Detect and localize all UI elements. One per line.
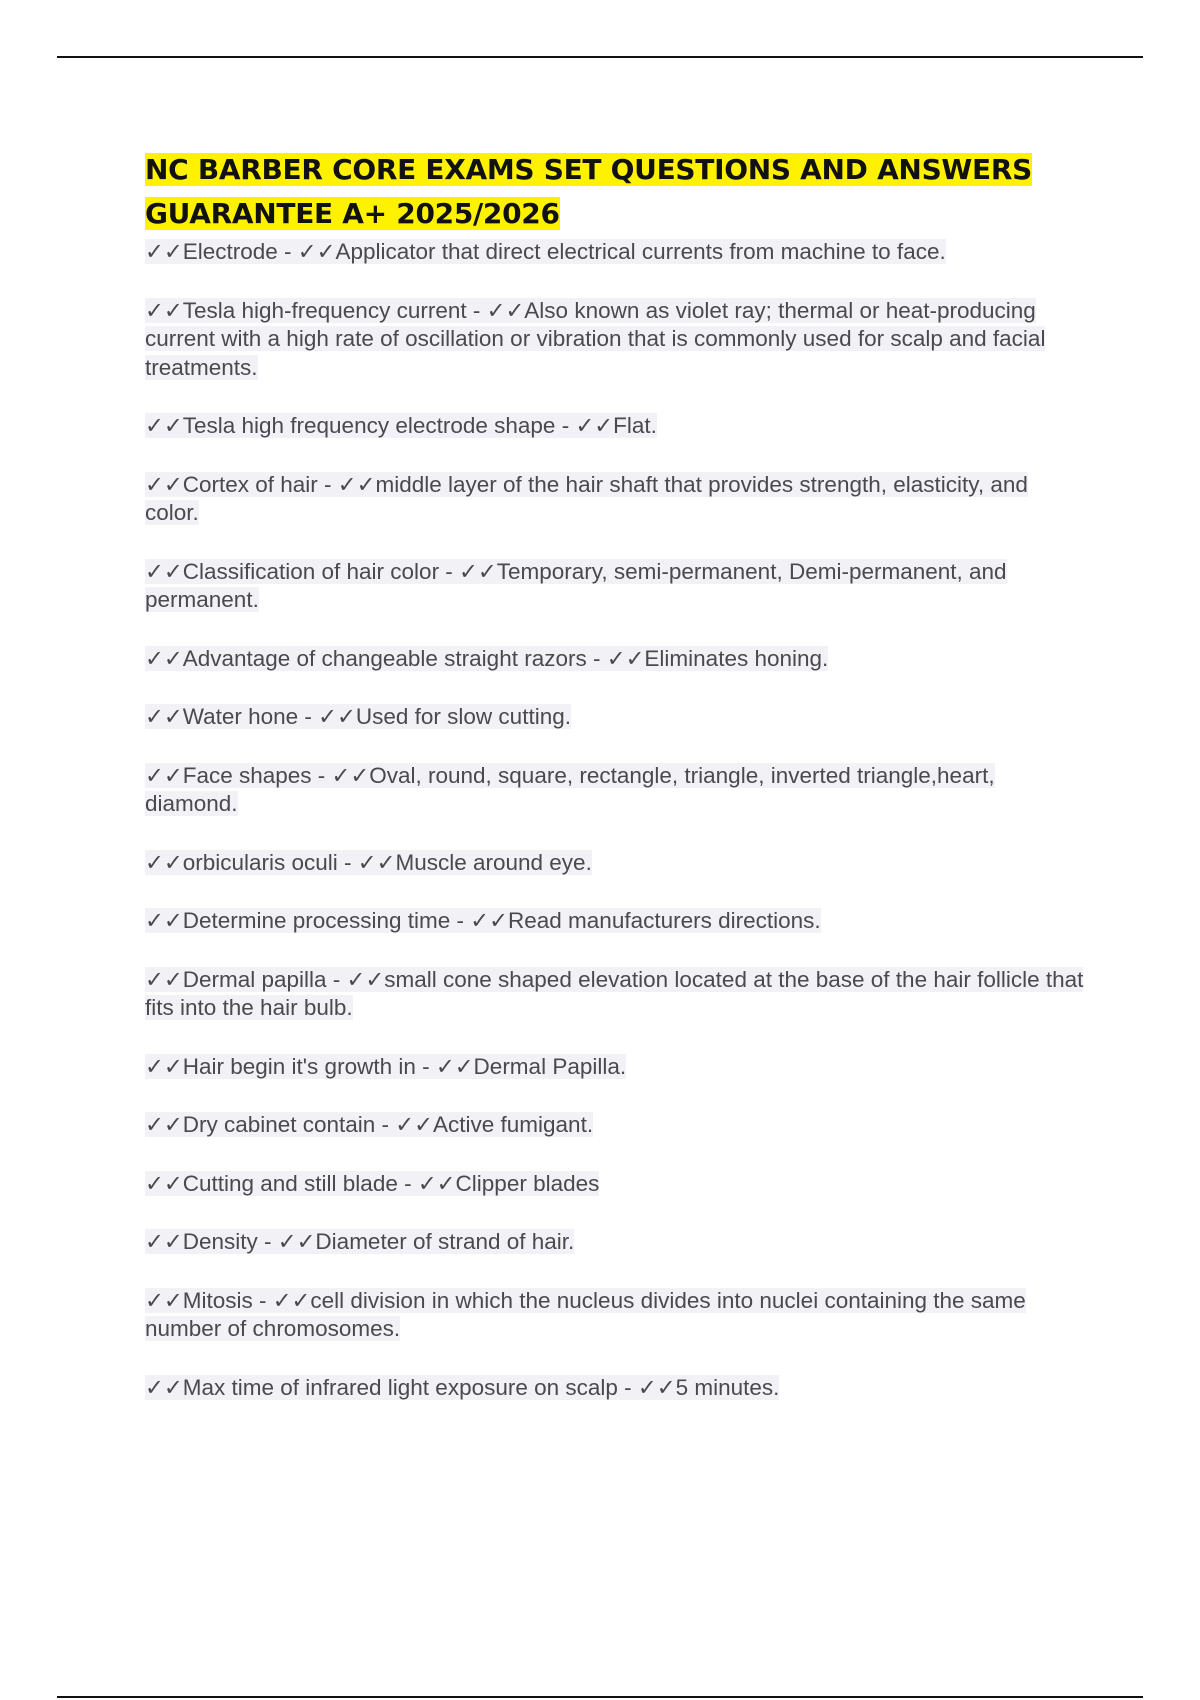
qa-item-text: ✓✓orbicularis oculi - ✓✓Muscle around eye. xyxy=(145,849,592,875)
qa-item-text: ✓✓Water hone - ✓✓Used for slow cutting. xyxy=(145,704,571,729)
qa-item xyxy=(145,1170,1085,1199)
document-title-text: NC BARBER CORE EXAMS SET QUESTIONS AND ANSWERS GUARANTEE A+ 2025/2026 xyxy=(145,153,1032,230)
qa-item xyxy=(145,1111,1085,1140)
footer-rule xyxy=(57,1696,1143,1698)
qa-item-text: ✓✓Cortex of hair - ✓✓middle layer of the hair shaft that provides strength, elasticity, and color. xyxy=(145,471,1028,525)
qa-item-text: ✓✓Dermal papilla - ✓✓small cone shaped elevation located at the base of the hair follicle that fits into the hair bulb. xyxy=(145,966,1084,1020)
qa-item-text: ✓✓Cutting and still blade - ✓✓Clipper blades xyxy=(145,1170,600,1196)
qa-item-text: ✓✓Tesla high frequency electrode shape - ✓✓Flat. xyxy=(145,413,657,438)
qa-item-text: ✓✓Dry cabinet contain - ✓✓Active fumigant. xyxy=(145,1112,594,1137)
qa-item-text: ✓✓Max time of infrared light exposure on scalp - ✓✓5 minutes. xyxy=(145,1374,780,1400)
qa-item xyxy=(145,1228,1085,1257)
qa-item-text: ✓✓Electrode - ✓✓Applicator that direct electrical currents from machine to face. xyxy=(145,239,946,264)
document-title xyxy=(145,148,1085,236)
qa-item xyxy=(145,1287,1085,1344)
qa-list xyxy=(145,238,1085,1402)
qa-item xyxy=(145,966,1085,1023)
qa-item xyxy=(145,558,1085,615)
header-rule xyxy=(57,56,1143,58)
qa-item xyxy=(145,762,1085,819)
qa-item-text: ✓✓Hair begin it's growth in - ✓✓Dermal Papilla. xyxy=(145,1053,627,1079)
qa-item-text: ✓✓Tesla high-frequency current - ✓✓Also known as violet ray; thermal or heat-producing current with a high rate of oscillation or vibration that is commonly used for scalp and facial treatments. xyxy=(145,297,1046,380)
qa-item-text: ✓✓Advantage of changeable straight razors - ✓✓Eliminates honing. xyxy=(145,645,829,671)
qa-item xyxy=(145,849,1085,878)
qa-item-text: ✓✓Determine processing time - ✓✓Read manufacturers directions. xyxy=(145,908,821,933)
qa-item xyxy=(145,297,1085,383)
qa-item xyxy=(145,238,1085,267)
qa-item xyxy=(145,1374,1085,1403)
qa-item-text: ✓✓Classification of hair color - ✓✓Temporary, semi-permanent, Demi-permanent, and permanent. xyxy=(145,558,1007,612)
qa-item xyxy=(145,907,1085,936)
qa-item-text: ✓✓Mitosis - ✓✓cell division in which the nucleus divides into nuclei containing the same number of chromosomes. xyxy=(145,1287,1026,1341)
qa-item xyxy=(145,471,1085,528)
document-body xyxy=(145,148,1085,1432)
qa-item xyxy=(145,645,1085,674)
qa-item xyxy=(145,1053,1085,1082)
qa-item-text: ✓✓Density - ✓✓Diameter of strand of hair. xyxy=(145,1229,575,1254)
qa-item xyxy=(145,703,1085,732)
qa-item xyxy=(145,412,1085,441)
qa-item-text: ✓✓Face shapes - ✓✓Oval, round, square, rectangle, triangle, inverted triangle,heart, diamond. xyxy=(145,762,995,816)
